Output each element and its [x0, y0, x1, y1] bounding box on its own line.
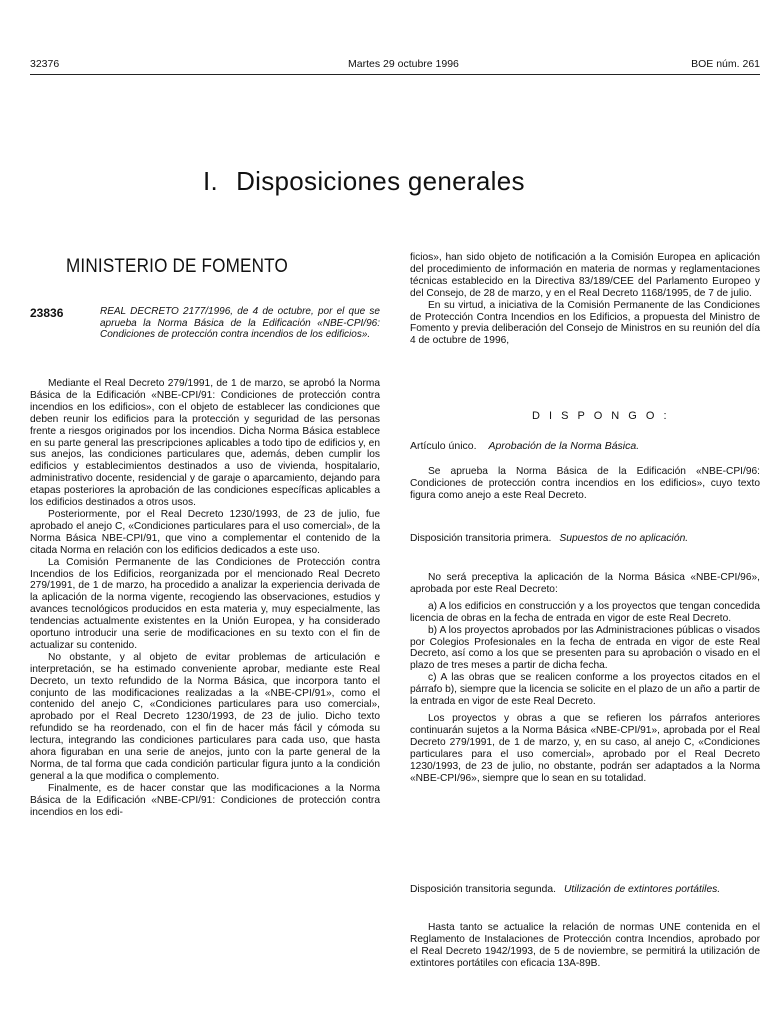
article-label: Artículo único. — [410, 440, 477, 452]
right-column-intro — [410, 252, 760, 347]
article-title: Aprobación de la Norma Básica. — [488, 440, 640, 452]
decree-title: REAL DECRETO 2177/1996, de 4 de octubre, por el que se aprueba la Norma Básica de la Edificación «NBE-CPI/96: Condiciones de protección contra incendios de los edificios». — [100, 306, 380, 341]
paragraph: ficios», han sido objeto de notificación a la Comisión Europea en aplicación del procedimiento de información en materia de normas y reglamentaciones técnicas establecido en la Directiva 83/189/CEE del Parlamento Europeo y del Consejo, de 28 de marzo, y en el Real Decreto 1168/1995, de 7 de julio. — [410, 252, 760, 299]
ministry-heading: MINISTERIO DE FOMENTO — [66, 256, 288, 277]
transitoria-2-label: Disposición transitoria segunda. — [410, 884, 556, 895]
boe-issue: BOE núm. 261 — [691, 58, 760, 70]
paragraph: Posteriormente, por el Real Decreto 1230/1993, de 23 de julio, fue aprobado el anejo C, «Condiciones particulares para el uso comercial», de la Norma Básica NBE-CPI/91, que vino a complementar el contenido de la citada Norma en relación con los edificios dedicados a este uso. — [30, 508, 380, 556]
paragraph: Finalmente, es de hacer constar que las modificaciones a la Norma Básica de la Edificación «NBE-CPI/91: Condiciones de protección contra incendios en los edi- — [30, 782, 380, 818]
page-header — [30, 56, 760, 75]
paragraph: Los proyectos y obras a que se refieren los párrafos anteriores continuarán sujetos a la Norma Básica «NBE-CPI/91», aprobada por el Real Decreto 279/1991, de 1 de marzo, y, en su caso, al anejo C, «Condiciones particulares para el uso comercial», aprobado por el Real Decreto 1230/1993, de 23 de julio, no obstante, podrán ser adaptados a la Norma «NBE-CPI/96», siempre que lo sean en su totalidad. — [410, 712, 760, 784]
paragraph: b) A los proyectos aprobados por las Administraciones públicas o visados por Colegios Profesionales en la fecha de entrada en vigor de este Real Decreto, así como a los que se presenten para su aprobación o visado en el plazo de tres meses a partir de dicha fecha. — [410, 624, 760, 672]
left-column-body — [30, 378, 380, 819]
transitoria-1-title: Supuestos de no aplicación. — [559, 533, 689, 544]
decree-number: 23836 — [30, 306, 64, 320]
transitoria-1-body — [410, 572, 760, 784]
transitoria-2-title: Utilización de extintores portátiles. — [563, 884, 721, 895]
transitoria-2-heading — [410, 884, 760, 896]
dispongo-heading: D I S P O N G O : — [532, 410, 670, 422]
section-title — [203, 166, 525, 197]
paragraph: Mediante el Real Decreto 279/1991, de 1 de marzo, se aprobó la Norma Básica de la Edificación «NBE-CPI/91: Condiciones de protección contra incendios en los edificios», con el objeto de establecer las condiciones que deben reunir los edificios para la protección y seguridad de las personas frente a riesgos originados por los incendios. Dicha Norma Básica establece en su parte general las prescripciones aplicables a todo tipo de edificios y, en sus anejos, las condiciones particulares que, además, deben cumplir los edificios y establecimientos destinados a uso de vivienda, hospitalario, administrativo docente, residencial y de garaje o aparcamiento, dejando para etapas posteriores la aprobación de las condiciones específicas aplicables a los edificios destinados a otros usos. — [30, 378, 380, 509]
transitoria-1-heading — [410, 533, 760, 545]
paragraph: En su virtud, a iniciativa de la Comisión Permanente de las Condiciones de Protección Contra Incendios en los Edificios, a propuesta del Ministro de Fomento y previa deliberación del Consejo de Ministros en su reunión del día 4 de octubre de 1996, — [410, 299, 760, 347]
paragraph: No obstante, y al objeto de evitar problemas de articulación e interpretación, se ha estimado conveniente aprobar, mediante este Real Decreto, un texto refundido de la Norma Básica, que incorpora tanto el conjunto de las modificaciones realizadas a la «NBE-CPI/91», como el contenido del anejo C, «Condiciones particulares para uso comercial», aprobado por el Real Decreto 1230/1993, de 23 de julio. Dicho texto refundido se ha reordenado, con el fin de hacer más fácil y cómoda su lectura, integrando las condiciones particulares para cada uso, que hasta ahora figuraban en una serie de anejos, junto con la parte general de la Norma, de tal forma que cada condición particular figura junto a la condición general a la que modifica o complemento. — [30, 651, 380, 782]
section-title-text: Disposiciones generales — [236, 166, 525, 196]
transitoria-1-label: Disposición transitoria primera. — [410, 533, 552, 544]
paragraph: c) A las obras que se realicen conforme a los proyectos citados en el párrafo b), siempre que la licencia se solicite en el plazo de un año a partir de la entrada en vigor de este Real Decreto. — [410, 672, 760, 708]
paragraph: No será preceptiva la aplicación de la Norma Básica «NBE-CPI/96», aprobada por este Real Decreto: — [410, 572, 760, 595]
transitoria-2-body — [410, 922, 760, 970]
paragraph: Hasta tanto se actualice la relación de normas UNE contenida en el Reglamento de Instalaciones de Protección contra Incendios, aprobado por el Real Decreto 1942/1993, de 5 de noviembre, se permitirá la utilización de extintores portátiles con eficacia 13A-89B. — [410, 922, 760, 969]
page-number: 32376 — [30, 58, 60, 70]
paragraph: La Comisión Permanente de las Condiciones de Protección contra Incendios de los Edificios, reorganizada por el mencionado Real Decreto 279/1991, de 1 de marzo, ha procedido a analizar la experiencia derivada de la aplicación de la norma vigente, recogiendo las observaciones, estudios y avances tecnológicos producidos en esta materia y, muy especialmente, las tendencias actualmente existentes en la Unión Europea, y ha considerado oportuno introducir una serie de modificaciones en su texto con el fin de actualizar su contenido. — [30, 556, 380, 651]
paragraph: a) A los edificios en construcción y a los proyectos que tengan concedida licencia de obras en la fecha de entrada en vigor de este Real Decreto. — [410, 600, 760, 624]
section-numeral: I. — [203, 166, 219, 196]
article-heading — [410, 440, 639, 452]
paragraph: Se aprueba la Norma Básica de la Edificación «NBE-CPI/96: Condiciones de protección contra incendios en los edificios», cuyo texto figura como anejo a este Real Decreto. — [410, 466, 760, 501]
header-date: Martes 29 octubre 1996 — [348, 58, 459, 70]
article-body — [410, 466, 760, 502]
